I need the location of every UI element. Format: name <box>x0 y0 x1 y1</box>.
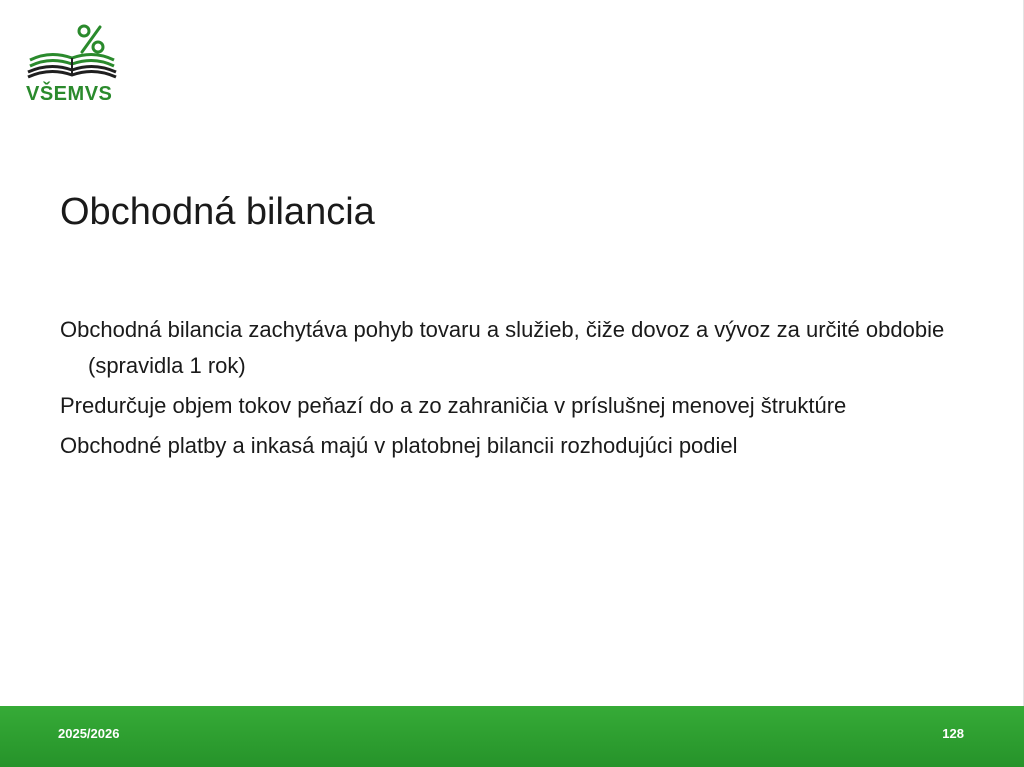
footer-academic-year: 2025/2026 <box>58 726 120 741</box>
logo-wordmark-part2: VS <box>84 83 113 105</box>
logo-wordmark <box>26 83 112 105</box>
bullet-list <box>60 312 960 468</box>
slide-title: Obchodná bilancia <box>60 191 375 233</box>
bullet-item: Obchodné platby a inkasá majú v platobnej bilancii rozhodujúci podiel <box>60 433 738 458</box>
bullet-item: Predurčuje objem tokov peňazí do a zo zahraničia v príslušnej menovej štruktúre <box>60 393 847 418</box>
logo-wordmark-part1: VŠEM <box>26 83 85 105</box>
book-percent-icon <box>26 22 118 80</box>
logo <box>26 22 122 108</box>
footer-page-number: 128 <box>942 726 964 741</box>
bullet-item: Obchodná bilancia zachytáva pohyb tovaru a služieb, čiže dovoz a vývoz za určité obdobie (spravidla 1 rok) <box>60 317 945 378</box>
footer-bar <box>0 706 1024 767</box>
